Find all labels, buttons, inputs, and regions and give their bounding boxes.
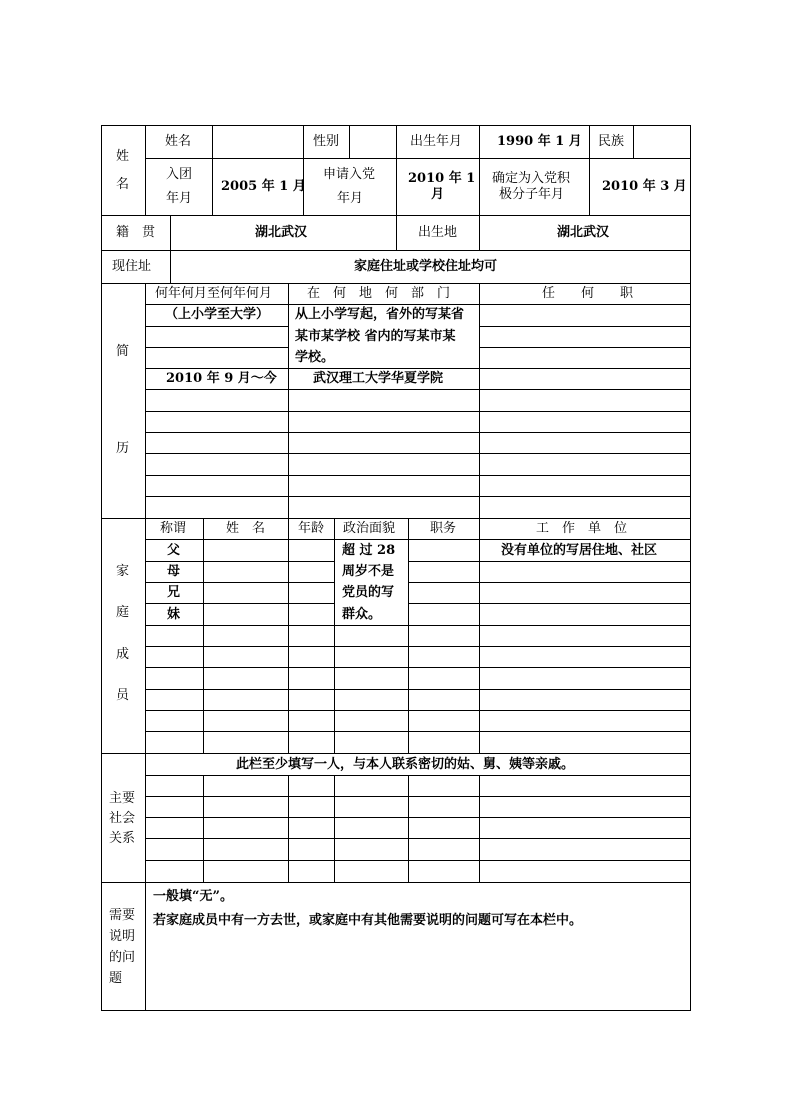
family-workplace-note: 没有单位的写居住地、社区 xyxy=(501,543,658,558)
family-header-name: 姓 名 xyxy=(226,521,266,536)
resume-header-position: 任 何 职 xyxy=(542,286,634,301)
apply-label-1: 申请入党 xyxy=(323,167,376,182)
apply-value-1: 2010 年 1 xyxy=(408,171,476,186)
notes-side-label-1: 需要 xyxy=(109,908,136,923)
family-header-title: 称谓 xyxy=(160,521,187,536)
family-side-label-1: 家 xyxy=(116,564,130,579)
activist-label-1: 确定为入党积 xyxy=(492,171,571,186)
origin-value: 湖北武汉 xyxy=(255,225,308,240)
family-relation-mother: 母 xyxy=(167,564,181,579)
family-relation-father: 父 xyxy=(167,543,181,558)
name-side-label-2: 名 xyxy=(116,177,130,192)
family-header-workplace: 工 作 单 位 xyxy=(536,521,628,536)
family-side-label-4: 员 xyxy=(116,688,130,703)
resume-row1-place-1: 从上小学写起，省外的写某省 xyxy=(295,307,465,322)
notes-line-1: 一般填“无”。 xyxy=(153,889,233,904)
family-relation-sister: 妹 xyxy=(167,607,181,622)
family-side-label-2: 庭 xyxy=(116,605,130,620)
birth-label: 出生年月 xyxy=(410,134,463,149)
family-political-note-3: 党员的写 xyxy=(342,585,395,600)
family-political-note-2: 周岁不是 xyxy=(342,564,395,579)
origin-label: 籍 贯 xyxy=(116,225,156,240)
name-side-label-1: 姓 xyxy=(116,149,130,164)
family-political-note-1: 超 过 28 xyxy=(342,543,396,558)
notes-side-label-4: 题 xyxy=(109,971,123,986)
resume-header-place: 在 何 地 何 部 门 xyxy=(307,286,451,301)
address-value: 家庭住址或学校住址均可 xyxy=(354,259,498,274)
social-note: 此栏至少填写一人，与本人联系密切的姑、舅、姨等亲戚。 xyxy=(236,757,575,772)
league-label-1: 入团 xyxy=(166,167,193,182)
activist-label-2: 极分子年月 xyxy=(499,187,565,202)
notes-side-label-2: 说明 xyxy=(109,929,136,944)
birth-value: 1990 年 1 月 xyxy=(497,134,582,149)
resume-side-label-2: 历 xyxy=(116,441,130,456)
resume-row1-place-3: 学校。 xyxy=(295,350,335,365)
apply-value-2: 月 xyxy=(431,187,445,202)
league-value: 2005 年 1 月 xyxy=(221,179,306,194)
family-header-age: 年龄 xyxy=(298,521,325,536)
family-side-label-3: 成 xyxy=(116,647,130,662)
resume-row1-period: （上小学至大学） xyxy=(165,307,270,322)
family-header-political: 政治面貌 xyxy=(343,521,396,536)
birthplace-label: 出生地 xyxy=(418,225,458,240)
notes-side-label-3: 的问 xyxy=(109,950,136,965)
name-label: 姓名 xyxy=(165,134,192,149)
league-label-2: 年月 xyxy=(166,191,193,206)
birthplace-value: 湖北武汉 xyxy=(557,225,610,240)
notes-line-2: 若家庭成员中有一方去世，或家庭中有其他需要说明的问题可写在本栏中。 xyxy=(153,913,583,928)
family-relation-brother: 兄 xyxy=(167,585,181,600)
resume-row2-period: 2010 年 9 月～今 xyxy=(166,371,277,386)
activist-value: 2010 年 3 月 xyxy=(602,179,687,194)
social-side-label-2: 社会 xyxy=(109,811,136,826)
gender-label: 性别 xyxy=(313,134,340,149)
social-side-label-3: 关系 xyxy=(109,831,136,846)
ethnic-label: 民族 xyxy=(598,134,625,149)
resume-row2-place: 武汉理工大学华夏学院 xyxy=(313,371,444,386)
social-side-label-1: 主要 xyxy=(109,791,136,806)
resume-header-period: 何年何月至何年何月 xyxy=(155,286,273,301)
resume-side-label-1: 简 xyxy=(116,344,130,359)
resume-row1-place-2: 某市某学校 省内的写某市某 xyxy=(295,329,456,344)
address-label: 现住址 xyxy=(112,259,152,274)
family-political-note-4: 群众。 xyxy=(342,607,382,622)
family-header-duty: 职务 xyxy=(430,521,457,536)
apply-label-2: 年月 xyxy=(337,191,364,206)
